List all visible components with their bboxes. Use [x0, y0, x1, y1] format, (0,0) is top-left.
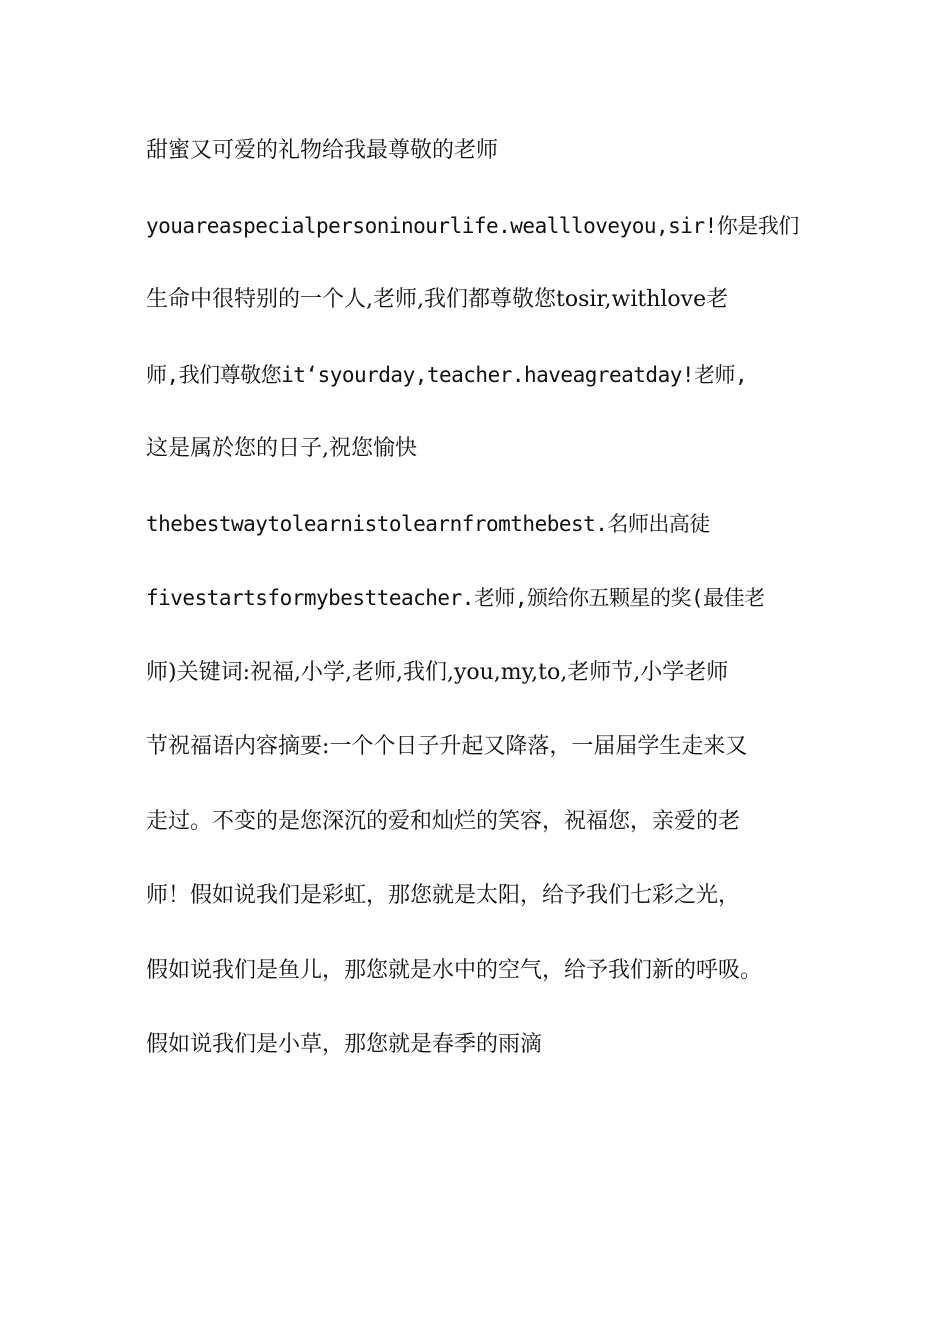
text-line: 这是属於您的日子,祝您愉快 — [146, 436, 417, 461]
text-line: 假如说我们是鱼儿，那您就是水中的空气，给予我们新的呼吸。 — [146, 957, 763, 983]
text-line: 师,我们尊敬您it‘syourday,teacher.haveagreatday!老师, — [146, 362, 748, 387]
body-text — [146, 128, 816, 1097]
text-line: 节祝福语内容摘要:一个个日子升起又降落，一届届学生走来又 — [146, 734, 748, 759]
text-line: youareaspecialpersoninourlife.weallloveyou,sir!你是我们 — [146, 213, 799, 238]
text-line: 甜蜜又可爱的礼物给我最尊敬的老师 — [146, 138, 499, 163]
text-line: 走过。不变的是您深沉的爱和灿烂的笑容，祝福您，亲爱的老 — [146, 808, 741, 834]
text-line: fivestartsformybestteacher.老师,颁给你五颗星的奖(最佳老 — [146, 586, 765, 610]
text-line: 生命中很特别的一个人,老师,我们都尊敬您tosir,withlove老 — [146, 287, 729, 312]
text-line: thebestwaytolearnistolearnfromthebest.名师出高徒 — [146, 511, 710, 536]
text-line: 假如说我们是小草，那您就是春季的雨滴 — [146, 1032, 543, 1057]
text-line: 师！假如说我们是彩虹，那您就是太阳，给予我们七彩之光， — [146, 883, 741, 908]
text-line: 师)关键词:祝福,小学,老师,我们,you,my,to,老师节,小学老师 — [146, 659, 729, 685]
